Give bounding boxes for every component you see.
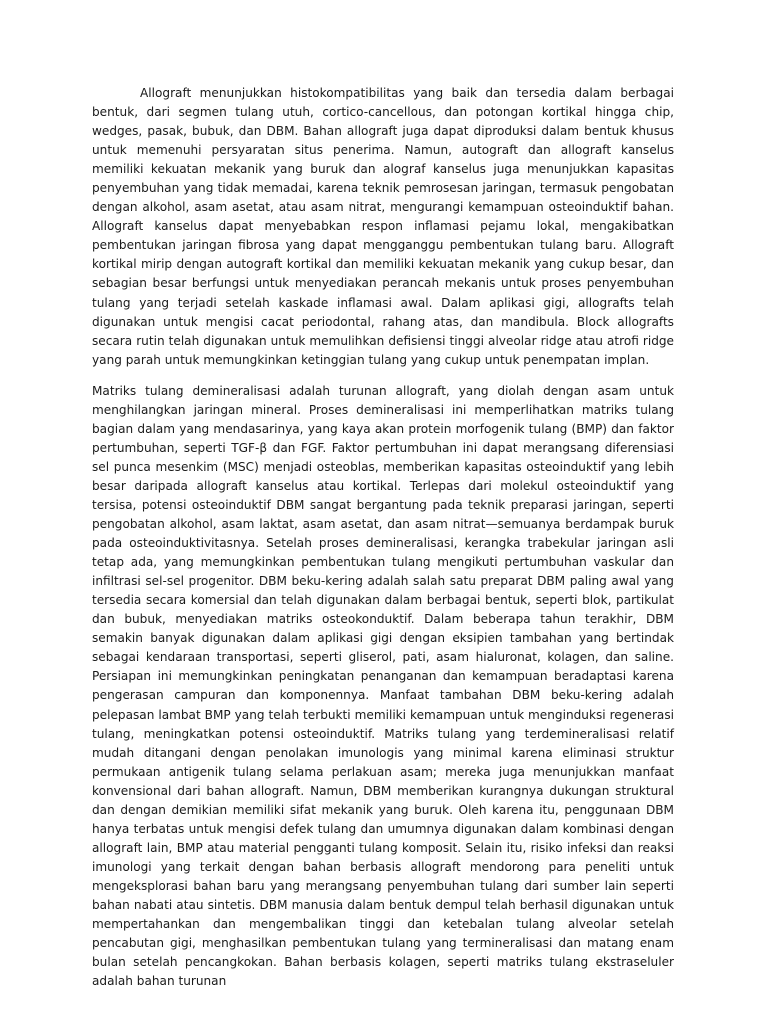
paragraph-allograft: Allograft menunjukkan histokompatibilitas yang baik dan tersedia dalam berbagai bentuk, dari segmen tulang utuh, cortico-cancellous, dan potongan kortikal hingga chip, wedges, pasak, bubuk, dan DBM. Bahan allograft juga dapat diproduksi dalam bentuk khusus untuk memenuhi persyaratan situs penerima. Namun, autograft dan allograft kanselus memiliki kekuatan mekanik yang buruk dan alograf kanselus juga menunjukkan kapasitas penyembuhan yang tidak memadai, karena teknik pemrosesan jaringan, termasuk pengobatan dengan alkohol, asam asetat, atau asam nitrat, mengurangi kemampuan osteoinduktif bahan. Allograft kanselus dapat menyebabkan respon inflamasi pejamu lokal, mengakibatkan pembentukan jaringan fibrosa yang dapat mengganggu pembentukan tulang baru. Allograft kortikal mirip dengan autograft kortikal dan memiliki kekuatan mekanik yang cukup besar, dan sebagian besar berfungsi untuk menyediakan perancah mekanis untuk proses penyembuhan tulang yang terjadi setelah kaskade inflamasi awal. Dalam aplikasi gigi, allografts telah digunakan untuk mengisi cacat periodontal, rahang atas, dan mandibula. Block allografts secara rutin telah digunakan untuk memulihkan defisiensi tinggi alveolar ridge atau atrofi ridge yang parah untuk memungkinkan ketinggian tulang yang cukup untuk penempatan implan. bbox=[92, 86, 674, 367]
paragraph-dbm: Matriks tulang demineralisasi adalah turunan allograft, yang diolah dengan asam untuk menghilangkan jaringan mineral. Proses demineralisasi ini memperlihatkan matriks tulang bagian dalam yang mendasarinya, yang kaya akan protein morfogenik tulang (BMP) dan faktor pertumbuhan, seperti TGF-β dan FGF. Faktor pertumbuhan ini dapat merangsang diferensiasi sel punca mesenkim (MSC) menjadi osteoblas, memberikan kapasitas osteoinduktif yang lebih besar daripada allograft kanselus atau kortikal. Terlepas dari molekul osteoinduktif yang tersisa, potensi osteoinduktif DBM sangat bergantung pada teknik preparasi jaringan, seperti pengobatan alkohol, asam laktat, asam asetat, dan asam nitrat—semuanya berdampak buruk pada osteoinduktivitasnya. Setelah proses demineralisasi, kerangka trabekular jaringan asli tetap ada, yang memungkinkan pembentukan tulang mengikuti pertumbuhan vaskular dan infiltrasi sel-sel progenitor. DBM beku-kering adalah salah satu preparat DBM paling awal yang tersedia secara komersial dan telah digunakan dalam berbagai bentuk, seperti blok, partikulat dan bubuk, menyediakan matriks osteokonduktif. Dalam beberapa tahun terakhir, DBM semakin banyak digunakan dalam aplikasi gigi dengan eksipien tambahan yang bertindak sebagai kendaraan transportasi, seperti gliserol, pati, asam hialuronat, kolagen, dan saline. Persiapan ini memungkinkan peningkatan penanganan dan kemampuan beradaptasi karena pengerasan campuran dan komponennya. Manfaat tambahan DBM beku-kering adalah pelepasan lambat BMP yang telah terbukti memiliki kemampuan untuk menginduksi regenerasi tulang, meningkatkan potensi osteoinduktif. Matriks tulang yang terdemineralisasi relatif mudah ditangani dengan penolakan imunologis yang minimal karena eliminasi struktur permukaan antigenik tulang selama perlakuan asam; mereka juga menunjukkan manfaat konvensional dari bahan allograft. Namun, DBM memberikan kurangnya dukungan struktural dan dengan demikian memiliki sifat mekanik yang buruk. Oleh karena itu, penggunaan DBM hanya terbatas untuk mengisi defek tulang dan umumnya digunakan dalam kombinasi dengan allograft lain, BMP atau material pengganti tulang komposit. Selain itu, risiko infeksi dan reaksi imunologi yang terkait dengan bahan berbasis allograft mendorong para peneliti untuk mengeksplorasi bahan baru yang merangsang penyembuhan tulang dari sumber lain seperti bahan nabati atau sintetis. DBM manusia dalam bentuk dempul telah berhasil digunakan untuk mempertahankan dan mengembalikan tinggi dan ketebalan tulang alveolar setelah pencabutan gigi, menghasilkan pembentukan tulang yang termineralisasi dan matang enam bulan setelah pencangkokan. Bahan berbasis kolagen, seperti matriks tulang ekstraseluler adalah bahan turunan bbox=[92, 383, 674, 989]
document-body bbox=[92, 84, 674, 991]
